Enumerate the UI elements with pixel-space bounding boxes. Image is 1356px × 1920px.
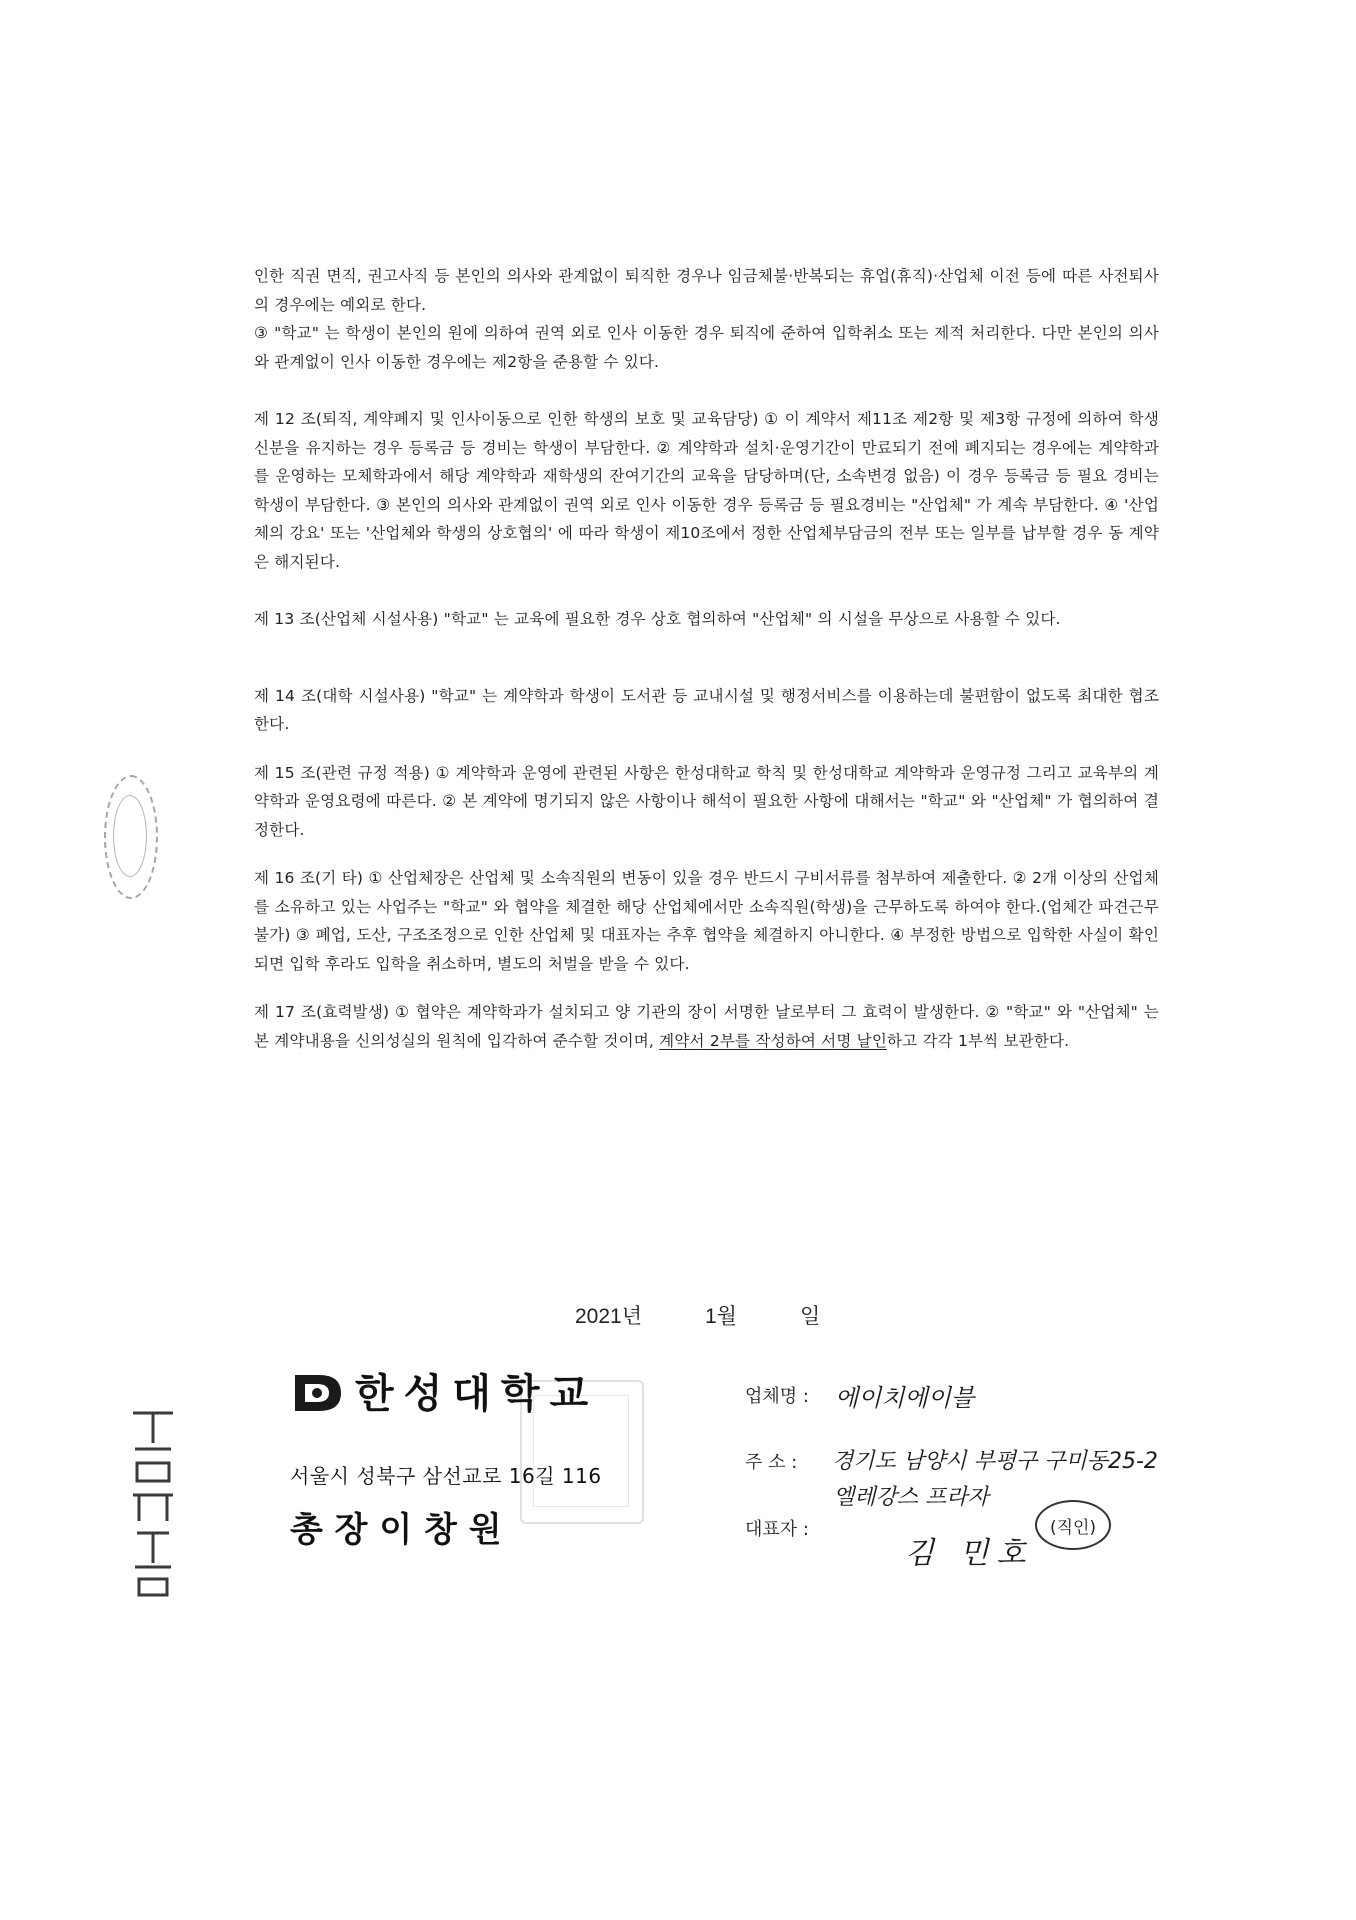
article-paragraph: ③ "학교" 는 학생이 본인의 원에 의하여 권역 외로 인사 이동한 경우 퇴직에 준하여 입학취소 또는 제적 처리한다. 다만 본인의 의사와 관계없이 인사 이동한 경우에는 제2항을 준용할 수 있다. bbox=[254, 324, 1159, 371]
date-month: 1월 bbox=[705, 1305, 737, 1328]
university-address: 서울시 성북구 삼선교로 16길 116 bbox=[290, 1464, 602, 1488]
article-12: 제 12 조(퇴직, 계약폐지 및 인사이동으로 인한 학생의 보호 및 교육담당) ① 이 계약서 제11조 제2항 및 제3항 규정에 의하여 학생신분을 유지하는 경우 등록금 등 경비는 학생이 부담한다. ② 계약학과 설치·운영기간이 만료되기 전에 폐지되는 경우에는 계약학과를 운영하는 모체학과에서 해당 계약학과 재학생의 잔여기간의 교육을 담당하며(단, 소속변경 없음) 이 경우 등록금 등 필요 경비는 학생이 부담한다. ③ 본인의 의사와 관계없이 권역 외로 인사 이동한 경우 등록금 등 필요경비는 "산업체" 가 계속 부담한다. ④ '산업체의 강요' 또는 '산업체와 학생의 상호협의' 에 따라 학생이 제10조에서 정한 산업체부담금의 전부 또는 일부를 납부할 경우 동 계약은 해지된다. bbox=[254, 410, 1159, 571]
article-paragraph: 인한 직권 면직, 권고사직 등 본인의 의사와 관계없이 퇴직한 경우나 임금체불·반복되는 휴업(휴직)·산업체 이전 등에 따른 사전퇴사의 경우에는 예외로 한다. bbox=[254, 267, 1159, 314]
date-year: 2021년 bbox=[575, 1305, 643, 1328]
contract-date bbox=[0, 1300, 1356, 1336]
article-16: 제 16 조(기 타) ① 산업체장은 산업체 및 소속직원의 변동이 있을 경우 반드시 구비서류를 첨부하여 제출한다. ② 2개 이상의 산업체를 소유하고 있는 사업주는 "학교" 와 협약을 체결한 해당 산업체에서만 소속직원(학생)을 근무하도록 하여야 한다.(업체간 파견근무 불가) ③ 폐업, 도산, 구조조정으로 인한 산업체 및 대표자는 추후 협약을 체결하지 아니한다. ④ 부정한 방법으로 입학한 사실이 확인되면 입학 후라도 입학을 취소하며, 별도의 처벌을 받을 수 있다. bbox=[254, 869, 1159, 973]
company-address-label: 주 소 : bbox=[745, 1452, 798, 1473]
company-address-line1: 경기도 남양시 부평구 구미동25-2 bbox=[832, 1449, 1158, 1474]
company-rep-label: 대표자 : bbox=[745, 1519, 809, 1540]
university-logo-icon bbox=[293, 1372, 345, 1414]
article-13: 제 13 조(산업체 시설사용) "학교" 는 교육에 필요한 경우 상호 협의하여 "산업체" 의 시설을 무상으로 사용할 수 있다. bbox=[254, 610, 1061, 628]
article-17-underlined: 계약서 2부를 작성하여 서명 날인 bbox=[659, 1031, 887, 1050]
company-rep-signature: 김 민호 bbox=[905, 1536, 1034, 1571]
margin-stamp-rect-icon bbox=[123, 1403, 183, 1603]
article-14: 제 14 조(대학 시설사용) "학교" 는 계약학과 학생이 도서관 등 교내시설 및 행정서비스를 이용하는데 불편함이 없도록 최대한 협조한다. bbox=[254, 686, 1159, 733]
article-17-tail: 하고 각각 1부씩 보관한다. bbox=[887, 1031, 1070, 1050]
company-name-handwritten: 에이치에이블 bbox=[835, 1384, 975, 1412]
date-day: 일 bbox=[800, 1305, 821, 1328]
university-name: 한성대학교 bbox=[355, 1371, 599, 1417]
article-17 bbox=[254, 998, 1159, 1055]
margin-stamp-round-inner bbox=[113, 795, 147, 877]
company-seal-stamp: (직인) bbox=[1035, 1500, 1111, 1550]
university-president: 총 장 이 창 원 bbox=[290, 1510, 502, 1550]
article-15: 제 15 조(관련 규정 적용) ① 계약학과 운영에 관련된 사항은 한성대학교 학칙 및 한성대학교 계약학과 운영규정 그리고 교육부의 계약학과 운영요령에 따른다. ② 본 계약에 명기되지 않은 사항이나 해석이 필요한 사항에 대해서는 "학교" 와 "산업체" 가 협의하여 결정한다. bbox=[254, 763, 1159, 839]
article-17-text: 제 17 조(효력발생) ① 협약은 계약학과가 설치되고 양 기관의 장이 서명한 날로부터 그 효력이 발생한다. ② "학교" 와 "산업체" 는 본 계약내용을 신의성실의 원칙에 입각하여 준수할 것이며, bbox=[254, 1003, 1159, 1050]
company-address-line2: 엘레강스 프라자 bbox=[833, 1485, 989, 1510]
company-name-label: 업체명 : bbox=[745, 1386, 809, 1407]
contract-body bbox=[254, 262, 1159, 1055]
